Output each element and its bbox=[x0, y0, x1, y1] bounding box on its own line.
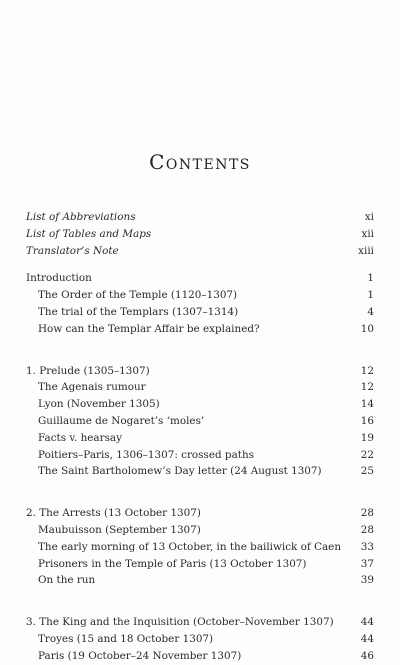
toc-section-page: 1 bbox=[367, 272, 374, 285]
toc-subentry bbox=[26, 413, 374, 430]
toc-subentry-page: 37 bbox=[360, 557, 374, 570]
toc-subentry-title: Paris (19 October–24 November 1307) bbox=[38, 649, 242, 662]
toc-subentry-page: 19 bbox=[360, 431, 374, 444]
toc-subentry-title: Lyon (November 1305) bbox=[38, 398, 160, 411]
toc-chapter-2 bbox=[26, 505, 374, 522]
toc-subentry-title: Maubuisson (September 1307) bbox=[38, 523, 201, 536]
table-of-contents bbox=[26, 209, 374, 665]
toc-subentry bbox=[26, 321, 374, 338]
toc-subentry-page: 10 bbox=[360, 322, 374, 335]
toc-subentry-title: How can the Templar Affair be explained? bbox=[38, 322, 260, 335]
toc-subentry-title: The early morning of 13 October, in the bailiwick of Caen bbox=[38, 540, 342, 553]
page-title: Contents bbox=[149, 150, 251, 174]
toc-subentry-page: 25 bbox=[360, 465, 374, 478]
toc-chapter-title: 1. Prelude (1305–1307) bbox=[26, 364, 150, 377]
toc-chapter-3 bbox=[26, 614, 374, 631]
toc-entry-title: List of Abbreviations bbox=[26, 211, 136, 223]
toc-subentry bbox=[26, 631, 374, 648]
toc-entry-translators-note bbox=[26, 243, 374, 260]
toc-subentry bbox=[26, 463, 374, 480]
toc-subentry bbox=[26, 287, 374, 304]
toc-subentry-title: The trial of the Templars (1307–1314) bbox=[38, 305, 239, 318]
toc-entry-page: xii bbox=[361, 227, 374, 240]
toc-subentry-title: The Saint Bartholomew’s Day letter (24 August 1307) bbox=[38, 465, 322, 478]
toc-subentry-page: 22 bbox=[360, 448, 374, 461]
toc-subentry bbox=[26, 648, 374, 665]
toc-subentry-title: Prisoners in the Temple of Paris (13 October 1307) bbox=[38, 557, 307, 570]
toc-entry-title: Translator’s Note bbox=[26, 244, 119, 257]
toc-section-title: Introduction bbox=[26, 272, 92, 285]
toc-subentry-page: 39 bbox=[360, 574, 374, 587]
toc-entry-tables-maps bbox=[26, 226, 374, 243]
toc-subentry bbox=[26, 379, 374, 396]
toc-subentry-page: 4 bbox=[367, 305, 374, 318]
toc-subentry-title: Troyes (15 and 18 October 1307) bbox=[38, 632, 214, 645]
toc-subentry bbox=[26, 572, 374, 589]
toc-subentry bbox=[26, 556, 374, 573]
toc-subentry bbox=[26, 430, 374, 447]
toc-subentry-title: Facts v. hearsay bbox=[38, 431, 122, 444]
toc-subentry bbox=[26, 522, 374, 539]
toc-entry-abbreviations bbox=[26, 209, 374, 226]
toc-section-introduction bbox=[26, 270, 374, 287]
toc-subentry-page: 44 bbox=[360, 632, 374, 645]
toc-chapter-title: 3. The King and the Inquisition (October–November 1307) bbox=[26, 616, 334, 629]
toc-chapter-title: 2. The Arrests (13 October 1307) bbox=[26, 507, 201, 520]
toc-subentry-page: 28 bbox=[360, 523, 374, 536]
toc-subentry bbox=[26, 539, 374, 556]
toc-subentry bbox=[26, 447, 374, 464]
toc-subentry bbox=[26, 304, 374, 321]
toc-subentry-page: 16 bbox=[360, 414, 374, 427]
toc-subentry-page: 12 bbox=[360, 381, 374, 394]
toc-entry-title: List of Tables and Maps bbox=[26, 227, 152, 240]
toc-subentry-title: On the run bbox=[38, 574, 96, 587]
toc-subentry-title: Poitiers–Paris, 1306–1307: crossed paths bbox=[38, 448, 254, 461]
toc-subentry-title: The Agenais rumour bbox=[38, 381, 146, 394]
toc-entry-page: xiii bbox=[358, 244, 374, 257]
toc-chapter-page: 28 bbox=[360, 507, 374, 520]
toc-chapter-page: 12 bbox=[360, 364, 374, 377]
toc-subentry-page: 33 bbox=[360, 540, 374, 553]
toc-subentry-title: Guillaume de Nogaret’s ‘moles’ bbox=[38, 414, 205, 427]
toc-subentry-title: The Order of the Temple (1120–1307) bbox=[38, 289, 238, 302]
toc-chapter-1 bbox=[26, 363, 374, 380]
toc-chapter-page: 44 bbox=[360, 616, 374, 629]
toc-subentry bbox=[26, 396, 374, 413]
toc-entry-page: xi bbox=[364, 211, 374, 223]
toc-subentry-page: 1 bbox=[367, 289, 374, 302]
toc-subentry-page: 14 bbox=[360, 398, 374, 411]
toc-subentry-page: 46 bbox=[360, 649, 374, 662]
